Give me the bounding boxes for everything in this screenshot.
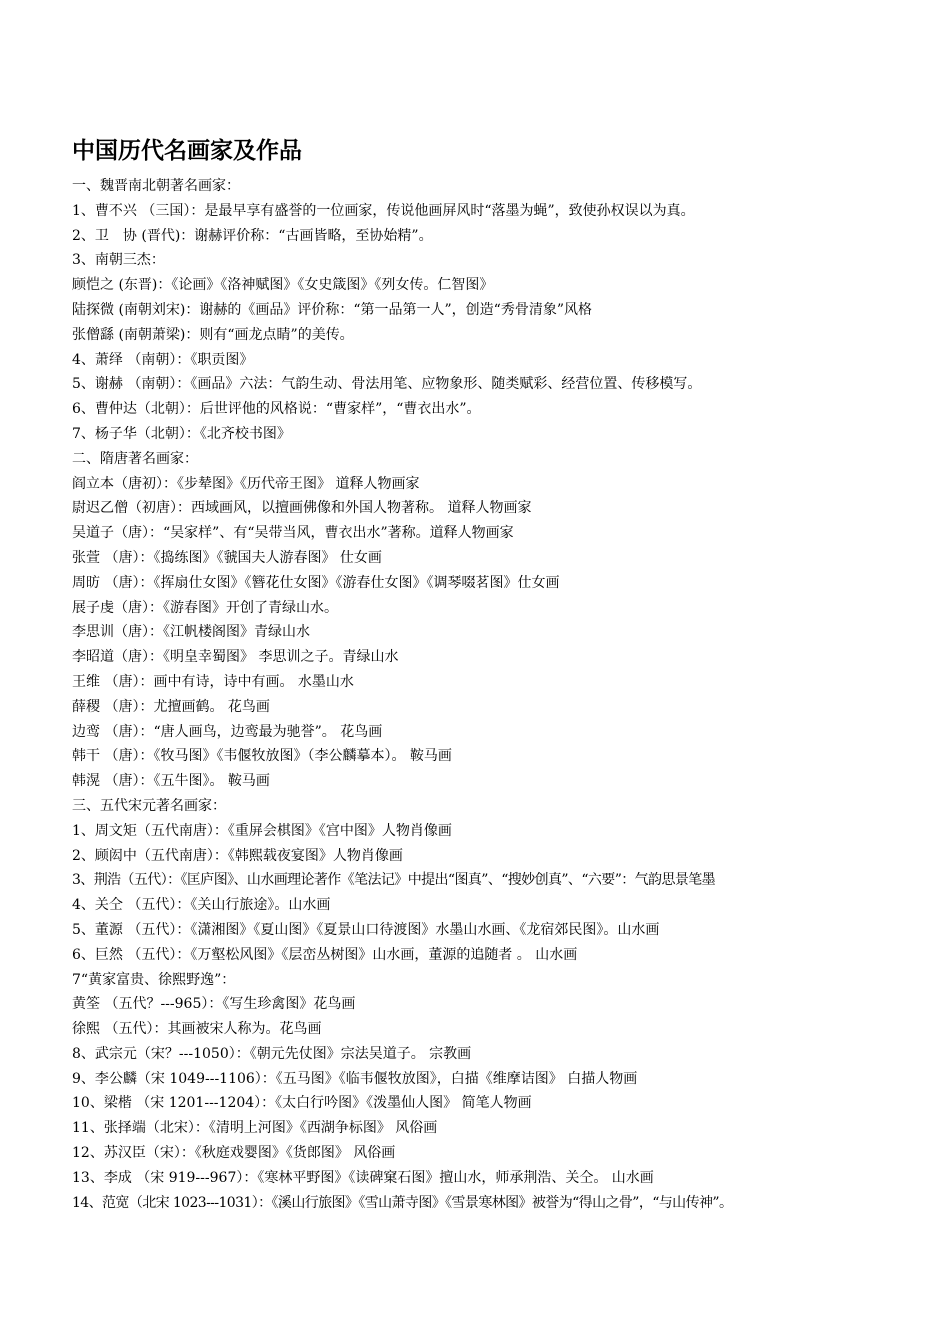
text-line: 2、卫 协 (晋代)：谢赫评价称：“古画皆略，至协始精”。 [72, 227, 433, 244]
text-line: 3、荆浩（五代）：《匡庐图》、山水画理论著作《笔法记》中提出“图真”、“搜妙创真”、“六要”：气韵思景笔墨 [72, 872, 716, 889]
text-line: 3、南朝三杰： [72, 252, 165, 269]
text-line: 韩干 （唐）：《牧马图》《韦偃牧放图》（李公麟摹本）。 鞍马画 [72, 748, 452, 765]
text-line: 尉迟乙僧（初唐）：西域画风，以擅画佛像和外国人物著称。 道释人物画家 [72, 500, 532, 517]
text-line: 7、杨子华（北朝）：《北齐校书图》 [72, 425, 291, 442]
text-line: 6、曹仲达（北朝）：后世评他的风格说：“曹家样”，“曹衣出水”。 [72, 401, 481, 418]
text-line: 一、魏晋南北朝著名画家： [72, 178, 240, 194]
text-line: 薛稷 （唐）：尤擅画鹤。 花鸟画 [72, 698, 270, 715]
text-line: 展子虔（唐）：《游春图》开创了青绿山水。 [72, 599, 338, 616]
text-line: 边鸾 （唐）：“唐人画鸟，边鸾最为驰誉”。 花鸟画 [72, 723, 383, 740]
text-line: 顾恺之 (东晋)：《论画》《洛神赋图》《女史箴图》《列女传。仁智图》 [72, 277, 494, 294]
text-line: 2、顾闳中（五代南唐）：《韩熙载夜宴图》人物肖像画 [72, 847, 403, 864]
text-line: 徐熙 （五代）：其画被宋人称为。花鸟画 [72, 1021, 322, 1038]
text-line: 4、关仝 （五代）：《关山行旅途》。山水画 [72, 897, 331, 914]
text-line: 二、隋唐著名画家： [72, 450, 198, 467]
text-line: 14、范宽（北宋 1023---1031）：《溪山行旅图》《雪山萧寺图》《雪景寒林图》被誉为“得山之骨”，“与山传神”。 [72, 1194, 733, 1211]
document-body [72, 174, 882, 1215]
text-line: 黄筌 （五代？---965）：《写生珍禽图》花鸟画 [72, 996, 356, 1013]
text-line: 1、周文矩（五代南唐）：《重屏会棋图》《宫中图》人物肖像画 [72, 822, 452, 839]
text-line: 韩滉 （唐）：《五牛图》。 鞍马画 [72, 773, 270, 790]
text-line: 1、曹不兴 （三国）：是最早享有盛誉的一位画家，传说他画屏风时“落墨为蝇”，致使孙权误以为真。 [72, 202, 695, 219]
text-line: 13、李成 （宋 919---967）：《寒林平野图》《读碑窠石图》擅山水，师承荆浩、关仝。 山水画 [72, 1169, 654, 1186]
text-line: 4、萧绎 （南朝）：《职贡图》 [72, 351, 254, 368]
text-line: 6、巨然 （五代）：《万壑松风图》《层峦丛树图》山水画，董源的追随者 。 山水画 [72, 946, 578, 963]
text-line: 7“黄家富贵、徐熙野逸”： [72, 971, 236, 988]
text-line: 5、董源 （五代）：《潇湘图》《夏山图》《夏景山口待渡图》水墨山水画、《龙宿郊民图》。山水画 [72, 921, 660, 938]
text-line: 张萱 （唐）：《捣练图》《虢国夫人游春图》 仕女画 [72, 549, 382, 566]
text-line: 李昭道（唐）：《明皇幸蜀图》 李思训之子。青绿山水 [72, 649, 399, 666]
text-line: 11、张择端（北宋）：《清明上河图》《西湖争标图》 风俗画 [72, 1120, 438, 1137]
text-line: 王维 （唐）：画中有诗，诗中有画。 水墨山水 [72, 673, 354, 690]
text-line: 陆探微 (南朝刘宋)：谢赫的《画品》评价称：“第一品第一人”，创造“秀骨清象”风格 [72, 301, 593, 318]
text-line: 吴道子（唐）：“吴家样”、有“吴带当风，曹衣出水”著称。道释人物画家 [72, 525, 514, 542]
document-title: 中国历代名画家及作品 [72, 138, 302, 164]
text-line: 阎立本（唐初）：《步辇图》《历代帝王图》 道释人物画家 [72, 475, 420, 492]
text-line: 李思训（唐）：《江帆楼阁图》青绿山水 [72, 624, 310, 641]
text-line: 张僧繇 (南朝萧梁)：则有“画龙点睛”的美传。 [72, 326, 354, 343]
text-line: 12、苏汉臣（宋）：《秋庭戏婴图》《货郎图》 风俗画 [72, 1145, 396, 1162]
text-line: 三、五代宋元著名画家： [72, 797, 226, 814]
text-line: 周昉 （唐）：《挥扇仕女图》《簪花仕女图》《游春仕女图》《调琴啜茗图》仕女画 [72, 574, 560, 591]
text-line: 5、谢赫 （南朝）：《画品》六法：气韵生动、骨法用笔、应物象形、随类赋彩、经营位置、传移模写。 [72, 376, 702, 393]
text-line: 10、梁楷 （宋 1201---1204）：《太白行吟图》《泼墨仙人图》 简笔人物画 [72, 1095, 532, 1112]
text-line: 9、李公麟（宋 1049---1106）：《五马图》《临韦偃牧放图》，白描《维摩诘图》 白描人物画 [72, 1070, 638, 1087]
text-line: 8、武宗元（宋？---1050）：《朝元先仗图》宗法吴道子。 宗教画 [72, 1045, 472, 1062]
